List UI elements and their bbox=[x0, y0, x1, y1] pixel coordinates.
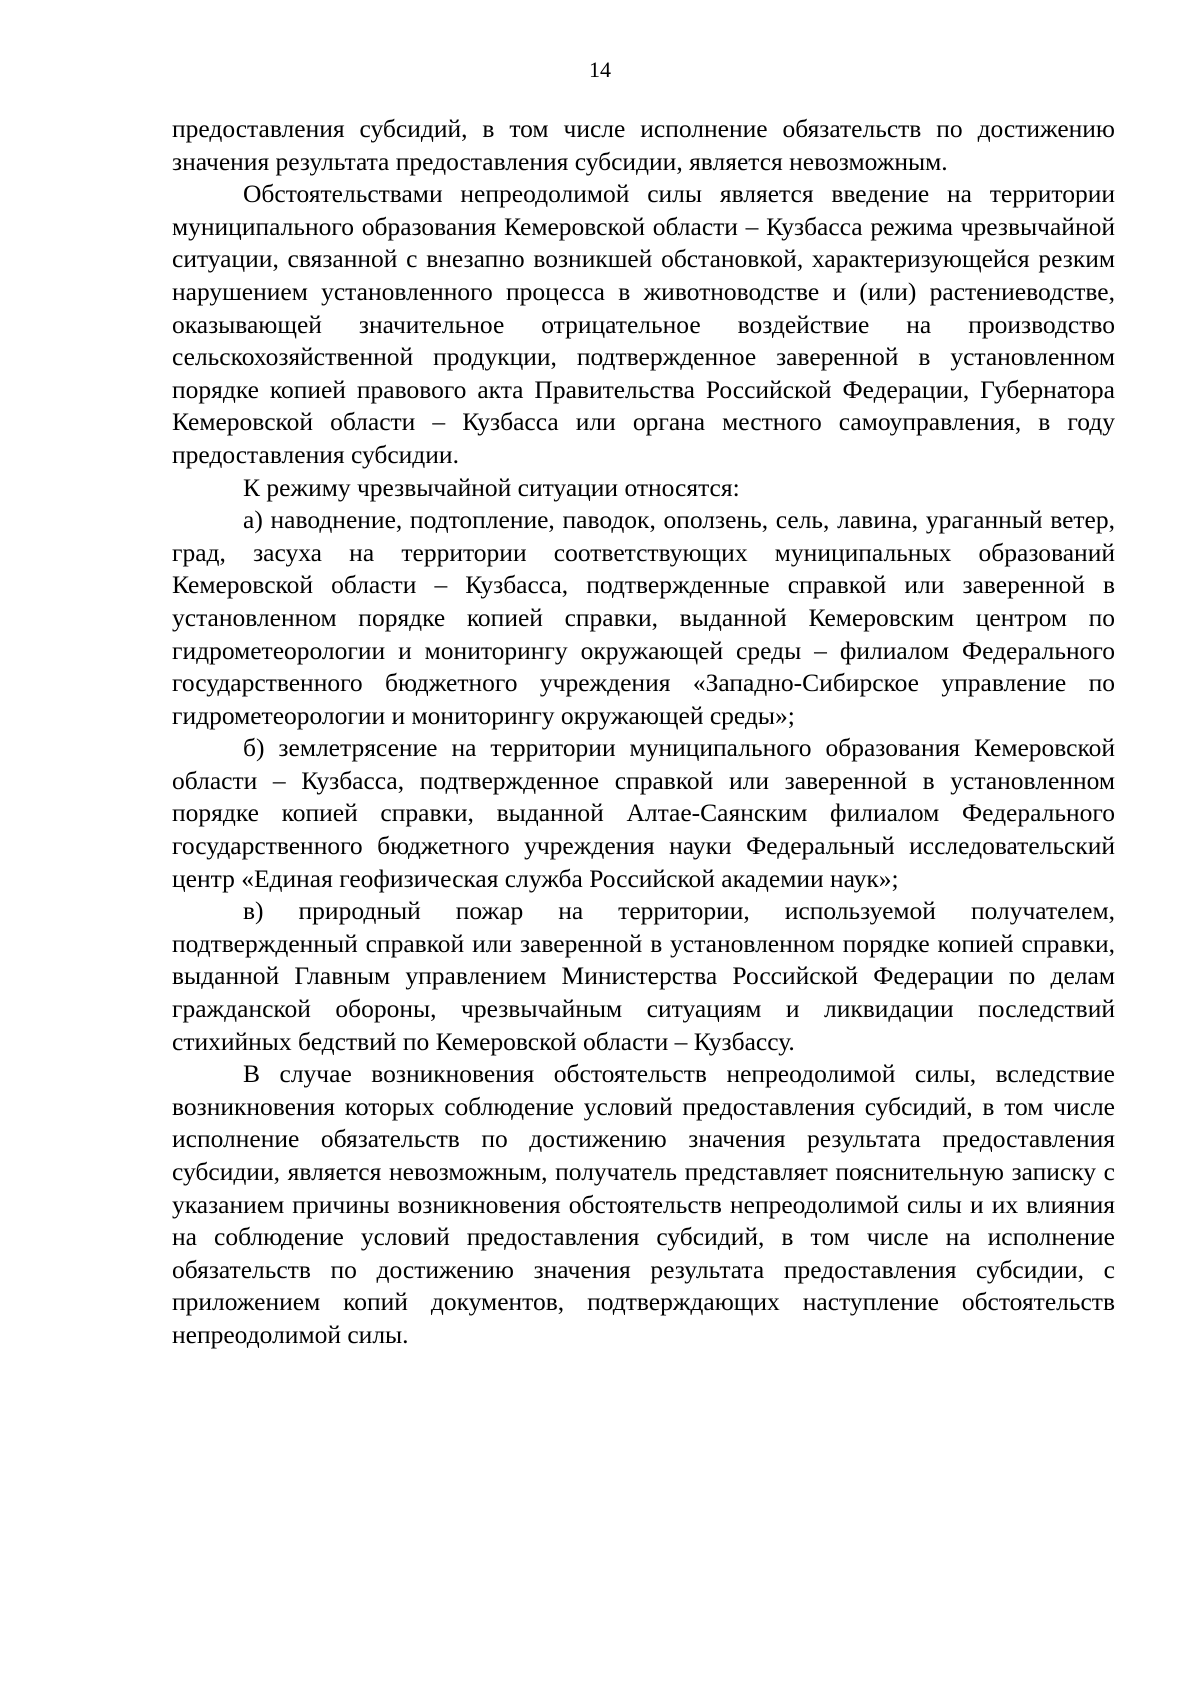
paragraph-item-c: в) природный пожар на территории, используемой получателем, подтвержденный справкой или заверенной в установленном порядке копией справки, выданной Главным управлением Министерства Российской Федерации по делам гражданской обороны, чрезвычайным ситуациям и ликвидации последствий стихийных бедствий по Кемеровской области – Кузбассу. bbox=[172, 896, 1115, 1056]
page-number: 14 bbox=[589, 57, 611, 82]
paragraph-emergency-regime-intro: К режиму чрезвычайной ситуации относятся: bbox=[243, 472, 740, 502]
paragraph-force-majeure-procedure: В случае возникновения обстоятельств непреодолимой силы, вследствие возникновения которых соблюдение условий предоставления субсидий, в том числе исполнение обязательств по достижению значения результата предоставления субсидии, является невозможным, получатель представляет пояснительную записку с указанием причины возникновения обстоятельств непреодолимой силы и их влияния на соблюдение условий предоставления субсидий, в том числе на исполнение обязательств по достижению значения результата предоставления субсидии, с приложением копий документов, подтверждающих наступление обстоятельств непреодолимой силы. bbox=[172, 1059, 1115, 1349]
document-body bbox=[172, 113, 1115, 1352]
paragraph-force-majeure-definition: Обстоятельствами непреодолимой силы является введение на территории муниципального образования Кемеровской области – Кузбасса режима чрезвычайной ситуации, связанной с внезапно возникшей обстановкой, характеризующейся резким нарушением установленного процесса в животноводстве и (или) растениеводстве, оказывающей значительное отрицательное воздействие на производство сельскохозяйственной продукции, подтвержденное заверенной в установленном порядке копией правового акта Правительства Российской Федерации, Губернатора Кемеровской области – Кузбасса или органа местного самоуправления, в году предоставления субсидии. bbox=[172, 179, 1115, 469]
paragraph-continuation: предоставления субсидий, в том числе исполнение обязательств по достижению значения результата предоставления субсидии, является невозможным. bbox=[172, 114, 1115, 176]
paragraph-item-b: б) землетрясение на территории муниципального образования Кемеровской области – Кузбасса, подтвержденное справкой или заверенной в установленном порядке копией справки, выданной Алтае-Саянским филиалом Федерального государственного бюджетного учреждения науки Федеральный исследовательский центр «Единая геофизическая служба Российской академии наук»; bbox=[172, 733, 1115, 893]
paragraph-item-a: а) наводнение, подтопление, паводок, оползень, сель, лавина, ураганный ветер, град, засуха на территории соответствующих муниципальных образований Кемеровской области – Кузбасса, подтвержденные справкой или заверенной в установленном порядке копией справки, выданной Кемеровским центром по гидрометеорологии и мониторингу окружающей среды – филиалом Федерального государственного бюджетного учреждения «Западно-Сибирское управление по гидрометеорологии и мониторингу окружающей среды»; bbox=[172, 505, 1115, 730]
